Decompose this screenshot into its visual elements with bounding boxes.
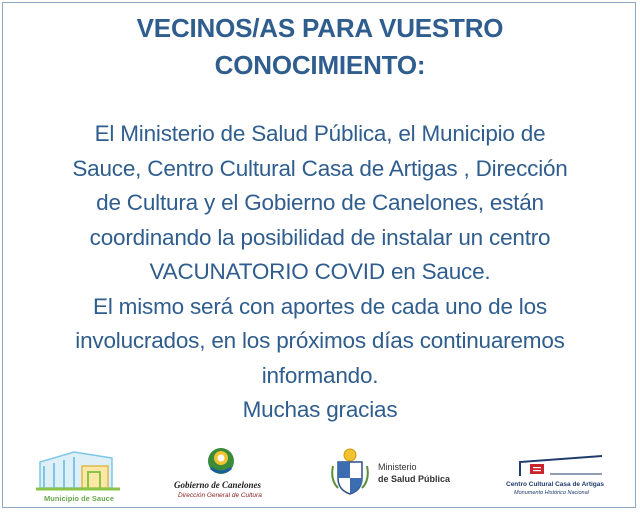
body-line-3: de Cultura y el Gobierno de Canelones, están — [96, 190, 544, 215]
title-line-1: VECINOS/AS PARA VUESTRO — [136, 13, 504, 43]
notice-title — [0, 10, 640, 84]
gobierno-logo — [168, 446, 278, 506]
gobierno-sublabel: Dirección General de Cultura — [178, 492, 262, 499]
centro-cultural-label: Centro Cultural Casa de Artigas — [506, 481, 605, 488]
municipio-label: Municipio de Sauce — [44, 494, 115, 503]
ministerio-logo — [330, 448, 460, 506]
body-line-5: VACUNATORIO COVID en Sauce. — [149, 259, 491, 284]
body-line-8: informando. — [261, 362, 379, 388]
municipio-logo — [30, 448, 130, 506]
casa-artigas-mark-icon — [516, 454, 606, 478]
ministerio-sublabel: de Salud Pública — [378, 474, 451, 484]
centro-cultural-logo — [506, 454, 618, 506]
uruguay-coat-of-arms-icon — [330, 448, 370, 496]
ministerio-label: Ministerio — [378, 462, 417, 472]
body-line-2: Sauce, Centro Cultural Casa de Artigas , Dirección — [72, 155, 568, 181]
body-line-9: Muchas gracias — [242, 397, 398, 422]
title-line-2: CONOCIMIENTO: — [214, 50, 426, 80]
gobierno-label: Gobierno de Canelones — [174, 480, 262, 490]
body-line-4: coordinando la posibilidad de instalar un centro — [89, 224, 551, 250]
municipio-building-icon — [34, 448, 124, 492]
canelones-emblem-icon — [206, 446, 236, 476]
body-line-6: El mismo será con aportes de cada uno de los — [93, 293, 547, 319]
body-line-1: El Ministerio de Salud Pública, el Municipio de — [94, 121, 546, 146]
body-line-7: involucrados, en los próximos días continuaremos — [75, 328, 565, 353]
notice-body — [0, 117, 640, 428]
centro-cultural-sublabel: Monumento Histórico Nacional — [514, 490, 589, 496]
logo-strip — [0, 440, 640, 508]
